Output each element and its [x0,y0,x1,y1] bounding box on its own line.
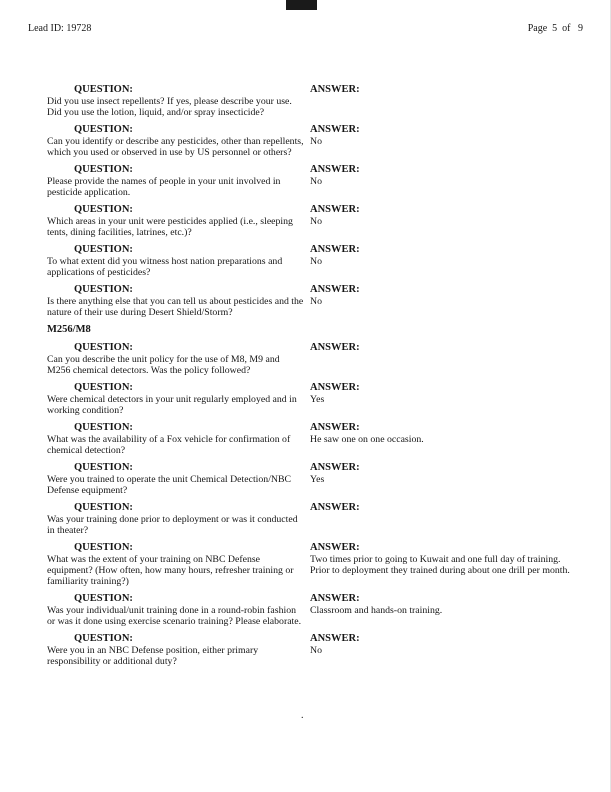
qa-row [47,204,584,238]
question-label: QUESTION: [74,462,133,473]
qa-row [47,542,584,587]
answer-text: Yes [310,474,325,485]
answer-cell [310,593,584,627]
answer-text: No [310,645,322,656]
question-cell [47,84,310,118]
question-text: What was the availability of a Fox vehicle for confirmation of chemical detection? [47,434,291,456]
question-label: QUESTION: [74,422,133,433]
answer-text: No [310,256,322,267]
answer-text: He saw one on one occasion. [310,434,424,445]
question-cell [47,422,310,456]
answer-cell [310,462,584,496]
lead-id: Lead ID: 19728 [28,23,92,34]
answer-cell [310,204,584,238]
section-heading: M256/M8 [47,324,91,335]
question-cell [47,633,310,667]
question-label: QUESTION: [74,284,133,295]
question-cell [47,462,310,496]
question-cell [47,244,310,278]
question-cell [47,204,310,238]
qa-row [47,422,584,456]
answer-label: ANSWER: [310,284,360,295]
question-cell [47,342,310,376]
answer-label: ANSWER: [310,244,360,255]
question-cell [47,284,310,318]
question-cell [47,593,310,627]
answer-label: ANSWER: [310,164,360,175]
question-text: Which areas in your unit were pesticides applied (i.e., sleeping tents, dining facilities, latrines, etc.)? [47,216,293,238]
page-number: Page 5 of 9 [527,23,583,34]
question-cell [47,502,310,536]
question-label: QUESTION: [74,502,133,513]
qa-row [47,502,584,536]
question-text: To what extent did you witness host nation preparations and applications of pesticides? [47,256,283,278]
answer-label: ANSWER: [310,422,360,433]
answer-label: ANSWER: [310,204,360,215]
answer-label: ANSWER: [310,84,360,95]
question-text: Was your training done prior to deployment or was it conducted in theater? [47,514,298,536]
qa-row [47,593,584,627]
answer-text: No [310,216,322,227]
answer-label: ANSWER: [310,542,360,553]
answer-cell [310,284,584,318]
question-text: Were you trained to operate the unit Chemical Detection/NBC Defense equipment? [47,474,292,496]
question-label: QUESTION: [74,244,133,255]
answer-text: No [310,136,322,147]
answer-label: ANSWER: [310,342,360,353]
answer-text: Yes [310,394,325,405]
answer-text: Classroom and hands-on training. [310,605,443,616]
answer-label: ANSWER: [310,462,360,473]
answer-cell [310,633,584,667]
question-text: Is there anything else that you can tell us about pesticides and the nature of their use during Desert Shield/Storm? [47,296,304,318]
qa-row [47,84,584,118]
answer-cell [310,502,584,536]
stray-mark: . [301,710,304,721]
redaction-bar [286,0,317,10]
question-text: Please provide the names of people in your unit involved in pesticide application. [47,176,281,198]
question-text: Can you describe the unit policy for the use of M8, M9 and M256 chemical detectors. Was the policy followed? [47,354,280,376]
qa-row [47,164,584,198]
question-label: QUESTION: [74,124,133,135]
answer-cell [310,342,584,376]
answer-label: ANSWER: [310,124,360,135]
question-text: Were chemical detectors in your unit regularly employed and in working condition? [47,394,297,416]
answer-text: No [310,176,322,187]
qa-row [47,382,584,416]
question-cell [47,164,310,198]
question-label: QUESTION: [74,593,133,604]
answer-cell [310,244,584,278]
question-cell [47,124,310,158]
question-label: QUESTION: [74,204,133,215]
answer-text: No [310,296,322,307]
question-text: Can you identify or describe any pesticides, other than repellents, which you used or observed in use by US personnel or others? [47,136,304,158]
qa-row [47,244,584,278]
answer-cell [310,422,584,456]
question-text: What was the extent of your training on NBC Defense equipment? (How often, how many hours, refresher training or familiarity training?) [47,554,294,587]
question-text: Was your individual/unit training done in a round-robin fashion or was it done using exercise scenario training? Please elaborate. [47,605,302,627]
answer-text: Two times prior to going to Kuwait and one full day of training. Prior to deployment they trained during about one drill per month. [310,554,570,576]
answer-cell [310,164,584,198]
question-label: QUESTION: [74,382,133,393]
question-cell [47,542,310,587]
question-label: QUESTION: [74,633,133,644]
answer-cell [310,382,584,416]
qa-row [47,124,584,158]
answer-label: ANSWER: [310,502,360,513]
question-cell [47,382,310,416]
answer-label: ANSWER: [310,382,360,393]
answer-cell [310,542,584,587]
qa-row [47,633,584,667]
answer-cell [310,124,584,158]
question-label: QUESTION: [74,542,133,553]
qa-list [47,84,584,673]
question-text: Did you use insect repellents? If yes, please describe your use. Did you use the lotion, liquid, and/or spray insecticide? [47,96,292,118]
qa-row [47,462,584,496]
question-label: QUESTION: [74,342,133,353]
qa-row [47,342,584,376]
answer-label: ANSWER: [310,593,360,604]
answer-cell [310,84,584,118]
question-label: QUESTION: [74,164,133,175]
answer-label: ANSWER: [310,633,360,644]
qa-row [47,284,584,318]
question-label: QUESTION: [74,84,133,95]
question-text: Were you in an NBC Defense position, either primary responsibility or additional duty? [47,645,259,667]
